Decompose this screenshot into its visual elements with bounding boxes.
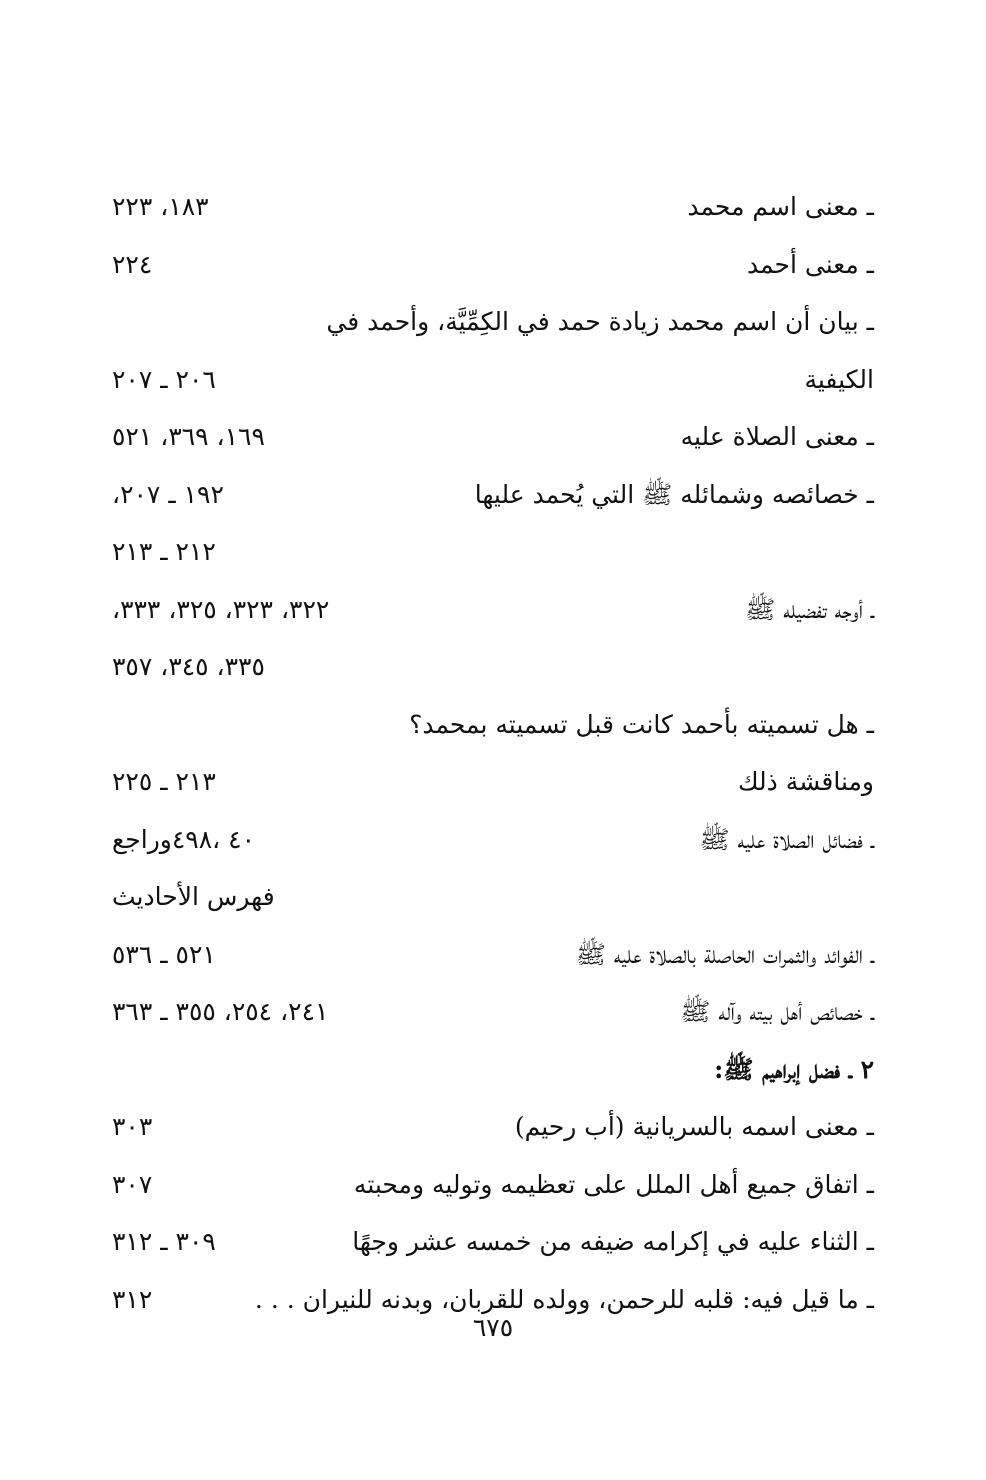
index-entry — [112, 526, 874, 578]
entry-page-refs: ٤٠ ،٤٩٨وراجع — [112, 825, 256, 854]
entry-text: ـ معنى الصلاة عليه — [680, 422, 874, 451]
entry-text: ـ الثناء عليه في إكرامه ضيفه من خمسه عشر وجهًا — [352, 1227, 874, 1256]
entry-page-refs: ١٦٩، ٣٦٩، ٥٢١ — [112, 422, 265, 451]
entry-page-refs: ٢٠٦ ـ ٢٠٧ — [112, 365, 216, 394]
entry-page-refs: فهرس الأحاديث — [112, 882, 275, 911]
entry-page-refs: ٢٢٤ — [112, 250, 153, 279]
entry-text: ٢ ـ فضل إبراهيم ﷺ: — [714, 1055, 874, 1084]
index-entry — [112, 239, 874, 291]
entry-text: ـ الفوائد والثمرات الحاصلة بالصلاة عليه ﷺ — [575, 940, 874, 969]
entry-page-refs: ٣١٢ — [112, 1285, 153, 1314]
entry-text: ـ معنى اسمه بالسريانية (أب رحيم) — [514, 1112, 874, 1141]
entry-page-refs: ٢١٣ ـ ٢٢٥ — [112, 767, 216, 796]
entry-text: ـ اتفاق جميع أهل الملل على تعظيمه وتوليه ومحبته — [353, 1170, 874, 1199]
index-entry — [112, 1101, 874, 1153]
index-entry — [112, 814, 874, 866]
index-entry — [112, 929, 874, 981]
index-entry — [112, 181, 874, 233]
index-entry — [112, 986, 874, 1038]
entry-text: ـ خصائصه وشمائله ﷺ التي يُحمد عليها — [474, 480, 874, 509]
index-entry — [112, 641, 874, 693]
entry-text: ـ خصائص أهل بيته وآله ﷺ — [680, 997, 874, 1026]
index-entry — [112, 1159, 874, 1211]
entry-page-refs: ٢١٢ ـ ٢١٣ — [112, 537, 216, 566]
entry-text: ـ معنى اسم محمد — [687, 192, 874, 221]
entry-text: ـ فضائل الصلاة عليه ﷺ — [699, 825, 874, 854]
index-entry — [112, 469, 874, 521]
entry-page-refs: ٢٤١، ٢٥٤، ٣٥٥ ـ ٣٦٣ — [112, 997, 329, 1026]
entry-text: ـ أوجه تفضيله ﷺ — [745, 595, 874, 624]
index-entry — [112, 699, 874, 751]
section-heading — [112, 1044, 874, 1096]
entry-page-refs: ٣٠٣ — [112, 1112, 153, 1141]
entry-text: ـ هل تسميته بأحمد كانت قبل تسميته بمحمد؟ — [409, 710, 874, 739]
index-entry — [112, 584, 874, 636]
entry-page-refs: ٥٢١ ـ ٥٣٦ — [112, 940, 216, 969]
entry-page-refs: ٣٢٢، ٣٢٣، ٣٢٥، ٣٣٣، — [112, 595, 330, 624]
index-entry — [112, 354, 874, 406]
index-entry — [112, 756, 874, 808]
page-number: ٦٧٥ — [472, 1313, 514, 1342]
entry-page-refs: ١٩٢ ـ ٢٠٧، — [112, 480, 224, 509]
entry-text: ـ بيان أن اسم محمد زيادة حمد في الكِمِّيَّة، وأحمد في — [326, 307, 874, 336]
entry-text: الكيفية — [804, 365, 874, 394]
index-entry — [112, 411, 874, 463]
entry-text: ومناقشة ذلك — [737, 767, 874, 796]
entry-page-refs: ٣٠٩ ـ ٣١٢ — [112, 1227, 216, 1256]
index-entry — [112, 1216, 874, 1268]
entry-text: ـ ما قيل فيه: قلبه للرحمن، وولده للقربان، وبدنه للنيران . . . — [254, 1285, 874, 1314]
index-entry — [112, 871, 874, 923]
index-entry — [112, 296, 874, 348]
entry-page-refs: ٣٠٧ — [112, 1170, 153, 1199]
entry-page-refs: ٣٣٥، ٣٤٥، ٣٥٧ — [112, 652, 265, 681]
entry-text: ـ معنى أحمد — [746, 250, 874, 279]
entry-page-refs: ١٨٣، ٢٢٣ — [112, 192, 209, 221]
